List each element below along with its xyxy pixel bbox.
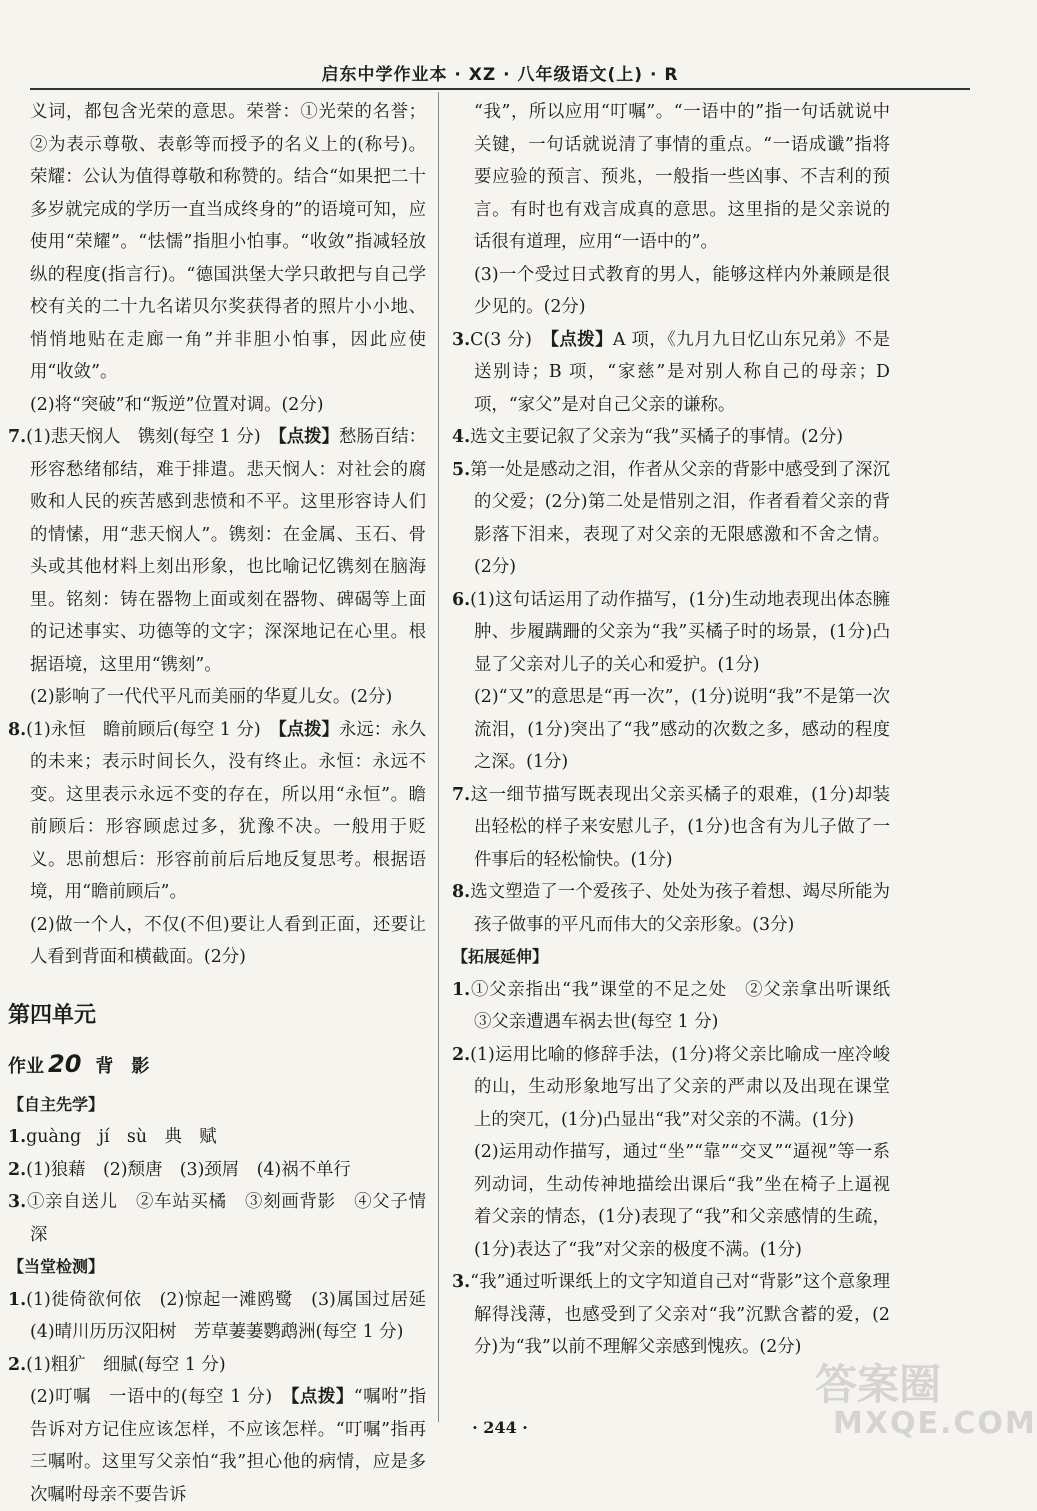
question-number: 2.	[8, 1354, 27, 1375]
answer-text: (2)叮嘱 一语中的(每空 1 分)	[30, 1387, 291, 1407]
answer-text: C(3 分)	[470, 329, 551, 350]
left-column	[8, 96, 444, 1511]
header-rule	[30, 88, 970, 90]
hint-tag: 【点拨】	[550, 329, 613, 350]
question-7	[8, 421, 426, 681]
list-item	[8, 1121, 426, 1154]
question-number: 7.	[8, 427, 27, 447]
question-7	[452, 779, 890, 877]
answer-text: ①亲自送儿 ②车站买橘 ③刻画背影 ④父子情深	[26, 1192, 426, 1245]
lesson-title	[8, 1048, 426, 1083]
answer-text: (1)粗犷 细腻(每空 1 分)	[26, 1354, 226, 1375]
hint-tag: 【点拨】	[278, 427, 339, 447]
section-heading: 【拓展延伸】	[452, 947, 549, 966]
question-4	[452, 421, 890, 454]
watermark-text: 答案圈	[815, 1360, 942, 1409]
page-header	[0, 0, 1000, 88]
paragraph: 义词，都包含光荣的意思。荣誉：①光荣的名誉；②为表示尊敬、表彰等而授予的名义上的(称号)。荣耀：公认为值得尊敬和称赞的。结合“如果把二十多岁就完成的学历一直当成终身的”的语境可知，应使用“荣耀”。“怯懦”指胆小怕事。“收敛”指减轻放纵的程度(指言行)。“德国洪堡大学只敢把与自己学校有关的二十九名诺贝尔奖获得者的照片小小地、悄悄地贴在走廊一角”并非胆小怕事，因此应使用“收敛”。	[30, 102, 426, 382]
lesson-number: 20	[48, 1049, 82, 1078]
list-item	[8, 1284, 444, 1349]
header-title: 启东中学作业本 · XZ · 八年级语文(上) · R	[321, 65, 679, 85]
paragraph: (2)运用动作描写，通过“坐”“靠”“交叉”“逼视”等一系列动词，生动传神地描绘出课后“我”坐在椅子上逼视着父亲的情态，(1分)表现了“我”和父亲感情的生疏，(1分)表达了“我”对父亲的极度不满。(1分)	[474, 1142, 890, 1260]
question-number: 8.	[452, 882, 471, 902]
answer-text: (1)悲天悯人 镌刻(每空 1 分)	[26, 427, 279, 447]
unit-title: 第四单元	[8, 1002, 97, 1028]
question-number: 3.	[452, 329, 471, 350]
list-item	[452, 1039, 890, 1137]
paragraph: (2)做一个人，不仅(不但)要让人看到正面，还要让人看到背面和横截面。(2分)	[30, 914, 426, 967]
paragraph: (2)“又”的意思是“再一次”，(1分)说明“我”不是第一次流泪，(1分)突出了“我”感动的次数之多，感动的程度之深。(1分)	[474, 687, 890, 772]
column-divider	[438, 92, 439, 1422]
paragraph: (2)影响了一代代平凡而美丽的华夏儿女。(2分)	[30, 687, 393, 707]
question-number: 7.	[452, 784, 471, 805]
hint-text: “嘱咐”指告诉对方记住应该怎样，不应该怎样。“叮嘱”指再三嘱咐。这里写父亲怕“我”担心他的病情，应是多次嘱咐母亲不要告诉	[30, 1387, 426, 1505]
answer-text: 选文主要记叙了父亲为“我”买橘子的事情。(2分)	[470, 427, 843, 447]
right-column	[452, 96, 908, 1364]
question-number: 3.	[452, 1272, 471, 1292]
question-5	[452, 454, 890, 584]
answer-text: (1)永恒 瞻前顾后(每空 1 分)	[26, 719, 279, 740]
list-item	[8, 1154, 426, 1187]
question-8	[8, 714, 426, 909]
question-6	[452, 584, 890, 682]
hint-tag: 【点拨】	[278, 719, 339, 740]
question-number: 1.	[8, 1289, 27, 1310]
hint-text: 愁肠百结：形容愁绪郁结，难于排遣。悲天悯人：对社会的腐败和人民的疾苦感到悲愤和不平。这里形容诗人们的情愫，用“悲天悯人”。镌刻：在金属、玉石、骨头或其他材料上刻出形象，也比喻记忆镌刻在脑海里。铭刻：铸在器物上面或刻在器物、碑碣等上面的记述事实、功德等的文字；深深地记在心里。根据语境，这里用“镌刻”。	[30, 427, 426, 675]
answer-text: 第一处是感动之泪，作者从父亲的背影中感受到了深沉的父爱；(2分)第二处是惜别之泪，作者看着父亲的背影落下泪来，表现了对父亲的无限感激和不舍之情。(2分)	[470, 459, 890, 577]
question-number: 8.	[8, 719, 27, 740]
paragraph: (2)将“突破”和“叛逆”位置对调。(2分)	[30, 394, 324, 415]
page-number: · 244 ·	[472, 1418, 528, 1437]
paragraph: (3)一个受过日式教育的男人，能够这样内外兼顾是很少见的。(2分)	[474, 264, 890, 317]
list-item	[8, 1349, 426, 1382]
question-number: 6.	[452, 589, 471, 610]
lesson-name: 背影	[95, 1055, 168, 1077]
question-8	[452, 876, 890, 941]
watermark-url: MXQE.COM	[833, 1406, 1037, 1441]
hint-text: 永远：永久的未来；表示时间长久，没有终止。永恒：永远不变。这里表示永远不变的存在，所以用“永恒”。瞻前顾后：形容顾虑过多，犹豫不决。一般用于贬义。思前想后：形容前前后后地反复思考。根据语境，用“瞻前顾后”。	[30, 719, 426, 902]
paragraph	[8, 1381, 426, 1511]
question-number: 2.	[452, 1044, 471, 1065]
question-number: 2.	[8, 1159, 27, 1180]
lesson-prefix: 作业	[8, 1055, 44, 1077]
question-number: 3.	[8, 1192, 27, 1212]
question-number: 1.	[8, 1127, 27, 1147]
answer-text: ①父亲指出“我”课堂的不足之处 ②父亲拿出听课纸 ③父亲遭遇车祸去世(每空 1 分)	[470, 979, 908, 1032]
answer-text: (1)徙倚欲何依 (2)惊起一滩鸥鹭 (3)属国过居延 (4)晴川历历汉阳树 芳草萋萋鹦鹉洲(每空 1 分)	[26, 1289, 444, 1342]
list-item	[452, 1266, 890, 1364]
hint-tag: 【点拨】	[290, 1387, 354, 1407]
section-heading: 【自主先学】	[8, 1094, 105, 1114]
question-number: 5.	[452, 459, 471, 480]
answer-text: 这一细节描写既表现出父亲买橘子的艰难，(1分)却装出轻松的样子来安慰儿子，(1分)也含有为儿子做了一件事后的轻松愉快。(1分)	[470, 784, 890, 870]
answer-text: “我”通过听课纸上的文字知道自己对“背影”这个意象理解得浅薄，也感受到了父亲对“我”沉默含蓄的爱，(2分)为“我”以前不理解父亲感到愧疚。(2分)	[470, 1272, 890, 1357]
answer-text: 选文塑造了一个爱孩子、处处为孩子着想、竭尽所能为孩子做事的平凡而伟大的父亲形象。(3分)	[470, 882, 890, 935]
list-item	[8, 1186, 426, 1251]
answer-text: (1)这句话运用了动作描写，(1分)生动地表现出体态臃肿、步履蹒跚的父亲为“我”买橘子时的场景，(1分)凸显了父亲对儿子的关心和爱护。(1分)	[470, 589, 890, 675]
question-number: 4.	[452, 427, 471, 447]
list-item	[452, 974, 908, 1039]
hint-text: A 项，《九月九日忆山东兄弟》不是送别诗；B 项，“家慈”是对别人称自己的母亲；D 项，“家父”是对自己父亲的谦称。	[474, 329, 890, 415]
question-number: 1.	[452, 979, 471, 1000]
answer-text: (1)狼藉 (2)颓唐 (3)颈屑 (4)祸不单行	[26, 1159, 351, 1180]
section-heading: 【当堂检测】	[8, 1257, 105, 1276]
answer-text: (1)运用比喻的修辞手法，(1分)将父亲比喻成一座冷峻的山，生动形象地写出了父亲的严肃以及出现在课堂上的突兀，(1分)凸显出“我”对父亲的不满。(1分)	[470, 1044, 890, 1130]
answer-text: guàng jí sù 典 赋	[26, 1127, 217, 1147]
watermark-logo	[815, 1352, 1037, 1447]
question-3	[452, 324, 890, 422]
paragraph: “我”，所以应用“叮嘱”。“一语中的”指一句话就说中关键，一句话就说清了事情的重点。“一语成谶”指将要应验的预言、预兆，一般指一些凶事、不吉利的预言。有时也有戏言成真的意思。这里指的是父亲说的话很有道理，应用“一语中的”。	[474, 102, 890, 252]
